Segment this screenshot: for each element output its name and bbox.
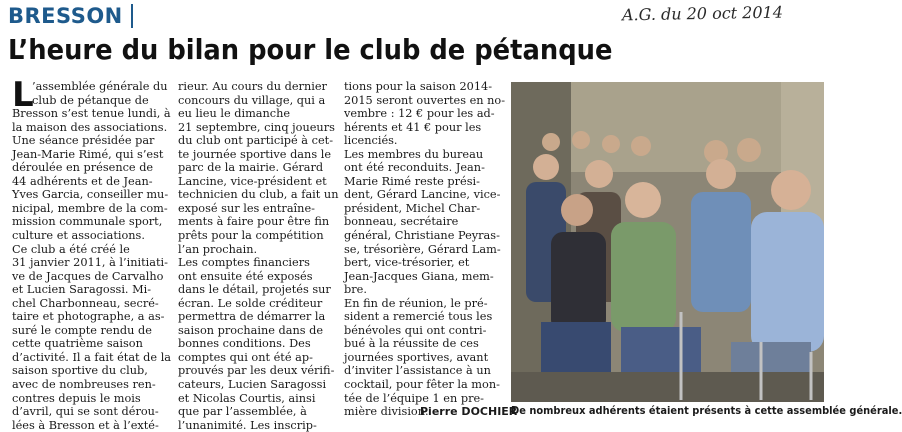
- handwritten-note: A.G. du 20 oct 2014: [621, 2, 784, 25]
- article-line: se, trésorière, Gérard Lam-: [344, 242, 501, 256]
- article-line: permettra de démarrer la: [178, 310, 326, 324]
- article-line: culture et associations.: [12, 229, 145, 243]
- article-line: 44 adhérents et de Jean-: [12, 174, 153, 188]
- article-line: l’unanimité. Les inscrip-: [178, 418, 317, 432]
- article-line: déroulée en présence de: [12, 161, 154, 175]
- article-line: dans le détail, projetés sur: [178, 283, 331, 297]
- article-column-3: [344, 80, 506, 419]
- section-rubric: BRESSON: [8, 4, 133, 28]
- article-column-1: [12, 75, 172, 432]
- article-line: bonnes conditions. Des: [178, 337, 311, 351]
- article-line: dent, Gérard Lancine, vice-: [344, 188, 501, 202]
- article-line: d’avril, qui se sont dérou-: [12, 405, 159, 419]
- article-line: ments à faire pour être fin: [178, 215, 330, 229]
- article-line: ont été reconduits. Jean-: [344, 161, 485, 175]
- article-line: parc de la mairie. Gérard: [178, 161, 324, 175]
- article-line: tée de l’équipe 1 en pre-: [344, 391, 484, 405]
- article-line: tions pour la saison 2014-: [344, 80, 493, 93]
- article-headline: L’heure du bilan pour le club de pétanque: [8, 33, 613, 66]
- article-line: suré le compte rendu de: [12, 323, 152, 337]
- article-line: bonneau, secrétaire: [344, 215, 459, 229]
- article-line: ve de Jacques de Carvalho: [12, 269, 164, 283]
- article-line: du club ont participé à cet-: [178, 134, 334, 148]
- article-line: bre.: [344, 283, 367, 297]
- article-line: chel Charbonneau, secré-: [12, 296, 159, 310]
- article-line: Les comptes financiers: [178, 256, 310, 270]
- article-line: prêts pour la compétition: [178, 229, 324, 243]
- article-line: club de pétanque de: [32, 93, 149, 107]
- article-column-2: [178, 80, 339, 432]
- author-signature: Pierre DOCHIER: [420, 405, 518, 418]
- article-line: d’activité. Il a fait état de la: [12, 350, 172, 364]
- article-line: Une séance présidée par: [12, 134, 155, 148]
- article-line: lées à Bresson et à l’exté-: [12, 418, 159, 432]
- article-line: licenciés.: [344, 134, 398, 148]
- article-line: comptes qui ont été ap-: [178, 350, 313, 364]
- article-line: exposé sur les entraîne-: [178, 201, 315, 215]
- article-line: président, Michel Char-: [344, 201, 481, 215]
- article-line: Ce club a été créé le: [12, 242, 130, 256]
- article-line: Les membres du bureau: [344, 147, 484, 161]
- article-line: 21 septembre, cinq joueurs: [178, 120, 335, 134]
- article-line: 31 janvier 2011, à l’initiati-: [12, 256, 168, 270]
- article-line: Bresson s’est tenue lundi, à: [12, 107, 171, 121]
- article-line: En fin de réunion, le pré-: [344, 296, 488, 310]
- article-line: Jean-Marie Rimé, qui s’est: [12, 147, 164, 161]
- article-line: eu lieu le dimanche: [178, 107, 291, 121]
- article-line: saison sportive du club,: [12, 364, 148, 378]
- article-line: nicipal, membre de la com-: [12, 201, 168, 215]
- article-line: général, Christiane Peyras-: [344, 229, 500, 243]
- article-line: d’inviter l’assistance à un: [344, 364, 491, 378]
- drop-cap: L: [12, 75, 34, 115]
- article-line: cette quatrième saison: [12, 337, 143, 351]
- article-line: 2015 seront ouvertes en no-: [344, 93, 506, 107]
- assembly-photo: [511, 82, 824, 402]
- article-line: Marie Rimé reste prési-: [344, 174, 480, 188]
- article-line: saison prochaine dans de: [178, 323, 324, 337]
- article-line: avec de nombreuses ren-: [12, 378, 156, 392]
- article-line: ont ensuite été exposés: [178, 269, 313, 283]
- article-line: bert, vice-trésorier, et: [344, 256, 470, 270]
- article-line: l’an prochain.: [178, 242, 258, 256]
- article-line: et Nicolas Courtis, ainsi: [178, 391, 316, 405]
- article-line: contres depuis le mois: [12, 391, 141, 405]
- article-line: ’assemblée générale du: [32, 80, 168, 93]
- article-line: et Lucien Saragossi. Mi-: [12, 283, 152, 297]
- article-line: vembre : 12 € pour les ad-: [344, 107, 495, 121]
- article-line: te journée sportive dans le: [178, 147, 332, 161]
- article-line: journées sportives, avant: [344, 350, 489, 364]
- article-line: Lancine, vice-président et: [178, 174, 327, 188]
- article-line: bué à la réussite de ces: [344, 337, 479, 351]
- assembly-photo-illustration: [511, 82, 824, 402]
- article-line: Yves Garcia, conseiller mu-: [12, 188, 169, 202]
- article-line: bénévoles qui ont contri-: [344, 323, 487, 337]
- article-line: mière division.: [344, 405, 429, 419]
- article-line: concours du village, qui a: [178, 93, 326, 107]
- article-line: prouvés par les deux vérifi-: [178, 364, 335, 378]
- article-line: mission communale sport,: [12, 215, 163, 229]
- article-line: écran. Le solde créditeur: [178, 296, 323, 310]
- article-line: rieur. Au cours du dernier: [178, 80, 327, 93]
- photo-caption: De nombreux adhérents étaient présents à cette assemblée générale.: [511, 405, 902, 417]
- article-line: Jean-Jacques Giana, mem-: [344, 269, 494, 283]
- article-line: technicien du club, a fait un: [178, 188, 339, 202]
- article-line: hérents et 41 € pour les: [344, 120, 482, 134]
- article-line: cateurs, Lucien Saragossi: [178, 378, 327, 392]
- article-line: la maison des associations.: [12, 120, 168, 134]
- article-line: cocktail, pour fêter la mon-: [344, 378, 500, 392]
- article-line: que par l’assemblée, à: [178, 405, 307, 419]
- article-line: taire et photographe, a as-: [12, 310, 165, 324]
- article-line: sident a remercié tous les: [344, 310, 493, 324]
